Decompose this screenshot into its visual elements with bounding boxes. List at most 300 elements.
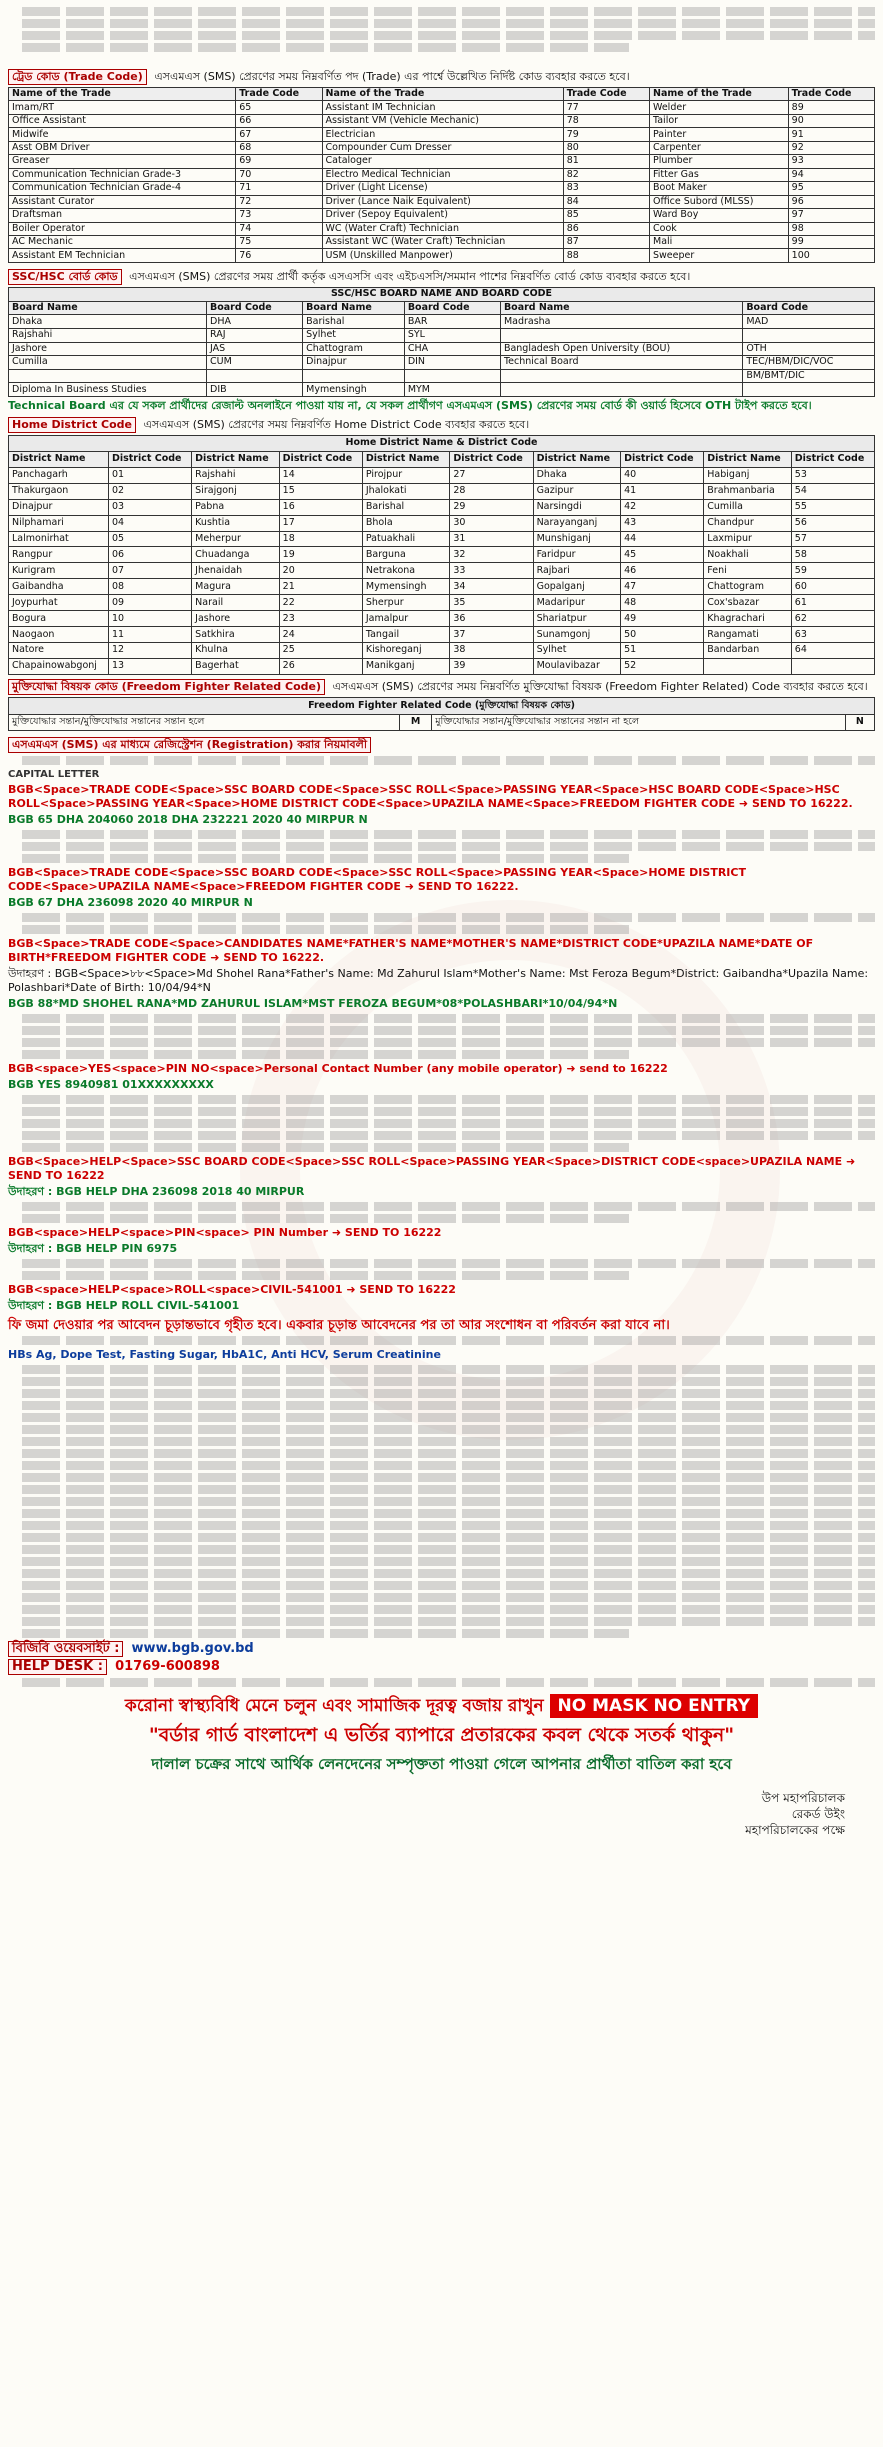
technical-board-note: Technical Board এর যে সকল প্রার্থীদের রেজাল্ট অনলাইনে পাওয়া যায় না, যে সকল প্রার্থীগণ এসএমএস (SMS) প্রেরণের সময় বোর্ড কী ওয়ার্ড হিসেবে OTH টাইপ করতে হবে। — [8, 399, 812, 412]
table-cell: 96 — [788, 195, 874, 208]
table-cell: 95 — [788, 182, 874, 195]
table-cell: 26 — [279, 658, 362, 674]
table-cell: 48 — [621, 595, 704, 611]
table-cell: Electro Medical Technician — [322, 168, 563, 181]
table-cell: 31 — [450, 531, 533, 547]
table-cell: 89 — [788, 101, 874, 114]
table-cell: Naogaon — [9, 627, 109, 643]
table-cell: Kishoreganj — [362, 643, 450, 659]
table-cell: 11 — [108, 627, 191, 643]
table-cell: 88 — [563, 249, 649, 263]
col-header: Name of the Trade — [650, 88, 789, 101]
table-cell: 38 — [450, 643, 533, 659]
table-cell: Dhaka — [533, 467, 621, 483]
ff-label-no: মুক্তিযোদ্ধার সন্তান/মুক্তিযোদ্ধার সন্তানের সন্তান না হলে — [432, 714, 845, 731]
table-cell: 54 — [791, 483, 874, 499]
table-cell: Midwife — [9, 128, 236, 141]
signature-block — [8, 1790, 845, 1838]
table-cell: Welder — [650, 101, 789, 114]
table-cell: Bandarban — [704, 643, 792, 659]
table-cell: Rajbari — [533, 563, 621, 579]
table-cell: 87 — [563, 235, 649, 248]
table-cell: Joypurhat — [9, 595, 109, 611]
table-row — [9, 658, 875, 674]
table-cell: 32 — [450, 547, 533, 563]
sms-format-5: BGB<Space>HELP<Space>SSC BOARD CODE<Space>SSC ROLL<Space>PASSING YEAR<Space>DISTRICT CODE<space>UPAZILA NAME ➜ SEND TO 16222 — [8, 1155, 856, 1182]
sms-format-3-send: SEND TO 16222. — [223, 951, 325, 964]
table-cell: 24 — [279, 627, 362, 643]
warning-banner — [8, 1693, 875, 1778]
table-cell: 82 — [563, 168, 649, 181]
table-cell: Faridpur — [533, 547, 621, 563]
table-cell: Sherpur — [362, 595, 450, 611]
sms-format-6-send: SEND TO 16222 — [344, 1226, 442, 1239]
freedom-fighter-intro: এসএমএস (SMS) প্রেরণের সময় নিম্নবর্ণিত মুক্তিযোদ্ধা বিষয়ক (Freedom Fighter Related) Code ব্যবহার করতে হবে। — [332, 680, 868, 693]
trade-code-section — [8, 69, 875, 85]
table-cell: DIN — [404, 356, 500, 370]
table-cell: 13 — [108, 658, 191, 674]
table-cell: Khagrachari — [704, 611, 792, 627]
sms-rules-section — [8, 737, 875, 753]
table-cell: CHA — [404, 342, 500, 356]
table-cell: Fitter Gas — [650, 168, 789, 181]
table-cell: 71 — [236, 182, 322, 195]
sms-example-4: BGB YES 8940981 01XXXXXXXXX — [8, 1078, 214, 1091]
table-cell: Painter — [650, 128, 789, 141]
table-cell: 44 — [621, 531, 704, 547]
sms-format-4: BGB<space>YES<space>PIN NO<space>Personal Contact Number (any mobile operator) ➜ send to 16222 — [8, 1062, 668, 1075]
col-header: Board Code — [743, 301, 875, 315]
table-cell: OTH — [743, 342, 875, 356]
table-cell: DIB — [207, 383, 303, 397]
col-header: Board Name — [303, 301, 405, 315]
table-cell: 43 — [621, 515, 704, 531]
table-cell: BAR — [404, 315, 500, 329]
table-row — [9, 627, 875, 643]
table-cell: Sylhet — [303, 328, 405, 342]
table-cell: 35 — [450, 595, 533, 611]
table-cell: Rangpur — [9, 547, 109, 563]
broker-warning: দালাল চক্রের সাথে আর্থিক লেনদেনের সম্পৃক্ততা পাওয়া গেলে আপনার প্রার্থীতা বাতিল করা হবে — [151, 1755, 732, 1773]
table-cell: 01 — [108, 467, 191, 483]
table-cell: Kurigram — [9, 563, 109, 579]
table-cell: TEC/HBM/DIC/VOC — [743, 356, 875, 370]
table-cell: Greaser — [9, 155, 236, 168]
table-cell: 49 — [621, 611, 704, 627]
table-row — [9, 182, 875, 195]
table-cell: WC (Water Craft) Technician — [322, 222, 563, 235]
table-cell: 08 — [108, 579, 191, 595]
table-cell: 05 — [108, 531, 191, 547]
table-row — [9, 168, 875, 181]
table-cell: 97 — [788, 209, 874, 222]
sms-format-2-text: BGB<Space>TRADE CODE<Space>SSC BOARD CODE<Space>SSC ROLL<Space>PASSING YEAR<Space>HOME DISTRICT CODE<Space>UPAZILA NAME<Space>FREEDOM FIGHTER CODE — [8, 866, 746, 893]
table-cell: 83 — [563, 182, 649, 195]
table-cell: Laxmipur — [704, 531, 792, 547]
table-cell: Moulavibazar — [533, 658, 621, 674]
col-header: Board Name — [500, 301, 742, 315]
sms-rules-heading: এসএমএস (SMS) এর মাধ্যমে রেজিস্ট্রেশন (Registration) করার নিয়মাবলী — [8, 737, 371, 753]
table-row — [9, 356, 875, 370]
table-cell: 21 — [279, 579, 362, 595]
col-header: Name of the Trade — [322, 88, 563, 101]
table-cell: 53 — [791, 467, 874, 483]
table-cell: Barguna — [362, 547, 450, 563]
sms-format-4-send: send to 16222 — [579, 1062, 668, 1075]
table-cell: Mymensingh — [362, 579, 450, 595]
table-cell: Habiganj — [704, 467, 792, 483]
sms-example-2: BGB 67 DHA 236098 2020 40 MIRPUR N — [8, 896, 253, 909]
table-cell: Cox'sbazar — [704, 595, 792, 611]
table-row — [9, 547, 875, 563]
table-cell: Barishal — [303, 315, 405, 329]
table-cell: Assistant EM Technician — [9, 249, 236, 263]
table-cell: 61 — [791, 595, 874, 611]
table-row — [9, 383, 875, 397]
table-cell: Chandpur — [704, 515, 792, 531]
table-cell: Electrician — [322, 128, 563, 141]
table-cell — [9, 369, 207, 383]
table-cell: Noakhali — [704, 547, 792, 563]
sms-format-7-send: SEND TO 16222 — [359, 1283, 456, 1296]
table-cell: Jashore — [192, 611, 280, 627]
capital-letter-note: CAPITAL LETTER — [8, 769, 100, 780]
col-header: District Code — [108, 451, 191, 467]
table-cell: 66 — [236, 114, 322, 127]
col-header: Board Name — [9, 301, 207, 315]
table-cell: Sirajgonj — [192, 483, 280, 499]
table-cell: 59 — [791, 563, 874, 579]
table-cell: 46 — [621, 563, 704, 579]
table-cell: Ward Boy — [650, 209, 789, 222]
medical-tests-note: HBs Ag, Dope Test, Fasting Sugar, HbA1C, Anti HCV, Serum Creatinine — [8, 1348, 441, 1361]
table-cell: MAD — [743, 315, 875, 329]
covid-text: করোনা স্বাস্থ্যবিধি মেনে চলুন এবং সামাজিক দূরত্ব বজায় রাখুন — [124, 1696, 544, 1716]
district-code-heading: Home District Code — [8, 417, 136, 433]
table-cell: 51 — [621, 643, 704, 659]
table-cell: Narsingdi — [533, 499, 621, 515]
table-cell: Bagerhat — [192, 658, 280, 674]
table-cell: Jashore — [9, 342, 207, 356]
table-cell: USM (Unskilled Manpower) — [322, 249, 563, 263]
table-cell: Imam/RT — [9, 101, 236, 114]
table-cell: 45 — [621, 547, 704, 563]
table-cell — [743, 383, 875, 397]
table-cell: Cook — [650, 222, 789, 235]
table-cell: Gopalganj — [533, 579, 621, 595]
table-cell: Carpenter — [650, 141, 789, 154]
table-cell: 47 — [621, 579, 704, 595]
table-cell: 06 — [108, 547, 191, 563]
trade-code-intro: এসএমএস (SMS) প্রেরণের সময় নিম্নবর্ণিত পদ (Trade) এর পার্শ্বে উল্লেখিত নির্দিষ্ট কোড ব্যবহার করতে হবে। — [154, 70, 630, 83]
table-cell: Meherpur — [192, 531, 280, 547]
table-cell: 74 — [236, 222, 322, 235]
col-header: District Name — [362, 451, 450, 467]
table-cell: Magura — [192, 579, 280, 595]
sms-example-3: BGB 88*MD SHOHEL RANA*MD ZAHURUL ISLAM*MST FEROZA BEGUM*08*POLASHBARI*10/04/94*N — [8, 997, 618, 1010]
table-cell: 65 — [236, 101, 322, 114]
table-cell: 03 — [108, 499, 191, 515]
table-row — [9, 235, 875, 248]
table-row — [9, 369, 875, 383]
sms-format-4-text: BGB<space>YES<space>PIN NO<space>Personal Contact Number (any mobile operator) — [8, 1062, 563, 1075]
col-header: District Code — [279, 451, 362, 467]
table-row — [9, 141, 875, 154]
table-cell: 85 — [563, 209, 649, 222]
table-cell: Cumilla — [704, 499, 792, 515]
table-cell: 81 — [563, 155, 649, 168]
table-cell — [500, 369, 742, 383]
table-cell: 20 — [279, 563, 362, 579]
sms-format-6-text: BGB<space>HELP<space>PIN<space> PIN Number — [8, 1226, 329, 1239]
table-cell: DHA — [207, 315, 303, 329]
table-cell: Office Assistant — [9, 114, 236, 127]
table-cell: Dinajpur — [303, 356, 405, 370]
table-cell: Driver (Lance Naik Equivalent) — [322, 195, 563, 208]
table-cell: JAS — [207, 342, 303, 356]
signature-line: মহাপরিচালকের পক্ষে — [745, 1823, 845, 1837]
table-row — [9, 249, 875, 263]
table-cell: 57 — [791, 531, 874, 547]
table-cell: Natore — [9, 643, 109, 659]
table-cell — [791, 658, 874, 674]
no-mask-badge: NO MASK NO ENTRY — [550, 1694, 759, 1718]
table-row — [9, 155, 875, 168]
table-cell: 02 — [108, 483, 191, 499]
table-cell: 73 — [236, 209, 322, 222]
table-row — [9, 128, 875, 141]
table-row — [9, 222, 875, 235]
trade-code-rows — [9, 101, 875, 263]
table-cell: 30 — [450, 515, 533, 531]
table-cell: Draftsman — [9, 209, 236, 222]
table-cell: Chattogram — [704, 579, 792, 595]
signature-line: রেকর্ড উইং — [791, 1807, 845, 1821]
ff-code-m: M — [399, 714, 431, 731]
table-row — [9, 315, 875, 329]
table-cell: Cumilla — [9, 356, 207, 370]
table-cell: Patuakhali — [362, 531, 450, 547]
table-cell: Munshiganj — [533, 531, 621, 547]
signature-line: উপ মহাপরিচালক — [761, 1791, 845, 1805]
table-cell: 86 — [563, 222, 649, 235]
table-cell: Rajshahi — [9, 328, 207, 342]
table-cell: Jhenaidah — [192, 563, 280, 579]
table-row — [9, 579, 875, 595]
table-cell: Barishal — [362, 499, 450, 515]
board-code-title: SSC/HSC BOARD NAME AND BOARD CODE — [9, 288, 875, 302]
table-cell: Feni — [704, 563, 792, 579]
table-row — [9, 563, 875, 579]
table-cell: Jhalokati — [362, 483, 450, 499]
table-cell: 99 — [788, 235, 874, 248]
table-cell: 29 — [450, 499, 533, 515]
table-row — [9, 467, 875, 483]
preamble-block — [8, 7, 875, 67]
district-code-intro: এসএমএস (SMS) প্রেরণের সময় নিম্নবর্ণিত Home District Code ব্যবহার করতে হবে। — [143, 418, 530, 431]
sms-format-2: BGB<Space>TRADE CODE<Space>SSC BOARD CODE<Space>SSC ROLL<Space>PASSING YEAR<Space>HOME DISTRICT CODE<Space>UPAZILA NAME<Space>FREEDOM FIGHTER CODE ➜ SEND TO 16222. — [8, 866, 746, 893]
table-cell — [704, 658, 792, 674]
col-header: District Name — [9, 451, 109, 467]
table-row — [9, 209, 875, 222]
table-cell — [743, 328, 875, 342]
table-row — [9, 483, 875, 499]
table-cell: 04 — [108, 515, 191, 531]
sms-format-6: BGB<space>HELP<space>PIN<space> PIN Number ➜ SEND TO 16222 — [8, 1226, 442, 1239]
freedom-fighter-section — [8, 679, 875, 695]
district-code-section — [8, 417, 875, 433]
table-cell: 75 — [236, 235, 322, 248]
col-header: Trade Code — [788, 88, 874, 101]
table-cell: Sunamgonj — [533, 627, 621, 643]
final-application-note: ফি জমা দেওয়ার পর আবেদন চূড়ান্তভাবে গৃহীত হবে। একবার চূড়ান্ত আবেদনের পর তা আর সংশোধন বা পরিবর্তন করা যাবে না। — [8, 1318, 670, 1333]
table-cell: 93 — [788, 155, 874, 168]
notice-page — [8, 4, 875, 1838]
table-row — [9, 101, 875, 114]
table-cell: Brahmanbaria — [704, 483, 792, 499]
table-cell: 64 — [791, 643, 874, 659]
table-cell: 22 — [279, 595, 362, 611]
table-cell: 10 — [108, 611, 191, 627]
freedom-fighter-row — [9, 714, 875, 731]
table-cell: 14 — [279, 467, 362, 483]
table-cell — [404, 369, 500, 383]
table-cell: 67 — [236, 128, 322, 141]
sms-format-1-send: SEND TO 16222. — [751, 797, 853, 810]
table-row — [9, 531, 875, 547]
table-cell: 76 — [236, 249, 322, 263]
sms-example-3-label: উদাহরণ : BGB<Space>৮৮<Space>Md Shohel Rana*Father's Name: Md Zahurul Islam*Mother's Name: Mst Feroza Begum*District: Gaibandha*Upazila Name: Polashbari*Date of Birth: 10/04/94*N — [8, 967, 869, 994]
table-cell: 36 — [450, 611, 533, 627]
col-header: Board Code — [404, 301, 500, 315]
table-row — [9, 114, 875, 127]
trade-code-table — [8, 87, 875, 263]
table-row — [9, 499, 875, 515]
table-cell: 62 — [791, 611, 874, 627]
district-code-rows — [9, 467, 875, 674]
website-label: বিজিবি ওয়েবসাইট : — [8, 1641, 123, 1657]
table-cell: SYL — [404, 328, 500, 342]
table-cell: 09 — [108, 595, 191, 611]
table-cell: Technical Board — [500, 356, 742, 370]
table-cell: MYM — [404, 383, 500, 397]
table-cell: Chattogram — [303, 342, 405, 356]
ff-code-n: N — [845, 714, 874, 731]
table-cell: 19 — [279, 547, 362, 563]
table-cell: Dinajpur — [9, 499, 109, 515]
table-cell: 23 — [279, 611, 362, 627]
table-cell: 50 — [621, 627, 704, 643]
col-header: District Code — [450, 451, 533, 467]
table-cell: 94 — [788, 168, 874, 181]
board-code-heading: SSC/HSC বোর্ড কোড — [8, 269, 122, 285]
table-row — [9, 515, 875, 531]
table-cell: Gazipur — [533, 483, 621, 499]
table-cell: Asst OBM Driver — [9, 141, 236, 154]
table-cell: 40 — [621, 467, 704, 483]
table-cell: Communication Technician Grade-4 — [9, 182, 236, 195]
district-code-header-row — [9, 451, 875, 467]
table-cell — [303, 369, 405, 383]
covid-line — [8, 1693, 875, 1721]
table-cell: Gaibandha — [9, 579, 109, 595]
table-cell: 41 — [621, 483, 704, 499]
sms-format-5-send: SEND TO 16222 — [8, 1169, 105, 1182]
table-cell: 68 — [236, 141, 322, 154]
table-row — [9, 611, 875, 627]
table-row — [9, 328, 875, 342]
table-cell: 60 — [791, 579, 874, 595]
table-cell: 100 — [788, 249, 874, 263]
table-row — [9, 595, 875, 611]
district-code-title: Home District Name & District Code — [9, 436, 875, 452]
table-cell: Thakurgaon — [9, 483, 109, 499]
sms-format-7-text: BGB<space>HELP<space>ROLL<space>CIVIL-541001 — [8, 1283, 343, 1296]
table-cell: Assistant IM Technician — [322, 101, 563, 114]
freedom-fighter-title: Freedom Fighter Related Code (মুক্তিযোদ্ধা বিষয়ক কোড) — [9, 698, 875, 715]
table-row — [9, 643, 875, 659]
table-cell: 39 — [450, 658, 533, 674]
helpdesk-line — [8, 1659, 875, 1675]
table-cell: Khulna — [192, 643, 280, 659]
table-row — [9, 195, 875, 208]
table-cell: Bogura — [9, 611, 109, 627]
table-cell: 56 — [791, 515, 874, 531]
table-cell: 15 — [279, 483, 362, 499]
table-cell: Madaripur — [533, 595, 621, 611]
table-cell: Kushtia — [192, 515, 280, 531]
table-cell: 18 — [279, 531, 362, 547]
table-cell: 70 — [236, 168, 322, 181]
table-cell: 69 — [236, 155, 322, 168]
website-line — [8, 1641, 875, 1657]
table-cell: Tailor — [650, 114, 789, 127]
table-cell: Rajshahi — [192, 467, 280, 483]
sms-format-3-text: BGB<Space>TRADE CODE<Space>CANDIDATES NAME*FATHER'S NAME*MOTHER'S NAME*DISTRICT CODE*UPAZILA NAME*DATE OF BIRTH*FREEDOM FIGHTER CODE — [8, 937, 814, 964]
table-cell: 92 — [788, 141, 874, 154]
table-cell: 25 — [279, 643, 362, 659]
website-link[interactable]: www.bgb.gov.bd — [131, 1641, 254, 1656]
table-cell: Diploma In Business Studies — [9, 383, 207, 397]
table-cell: 80 — [563, 141, 649, 154]
table-cell: Dhaka — [9, 315, 207, 329]
sms-example-7: উদাহরণ : BGB HELP ROLL CIVIL-541001 — [8, 1299, 240, 1312]
table-cell: Assistant WC (Water Craft) Technician — [322, 235, 563, 248]
trade-code-heading: ট্রেড কোড (Trade Code) — [8, 69, 147, 85]
table-cell: Bhola — [362, 515, 450, 531]
ff-label-yes: মুক্তিযোদ্ধার সন্তান/মুক্তিযোদ্ধার সন্তানের সন্তান হলে — [9, 714, 400, 731]
table-cell: RAJ — [207, 328, 303, 342]
table-cell: 72 — [236, 195, 322, 208]
col-header: Trade Code — [563, 88, 649, 101]
sms-format-1: BGB<Space>TRADE CODE<Space>SSC BOARD CODE<Space>SSC ROLL<Space>PASSING YEAR<Space>HSC BOARD CODE<Space>HSC ROLL<Space>PASSING YEAR<Space>HOME DISTRICT CODE<Space>UPAZILA NAME<Space>FREEDOM FIGHTER CODE ➜ SEND TO 16222. — [8, 783, 853, 810]
fraud-warning: "বর্ডার গার্ড বাংলাদেশ এ ভর্তির ব্যাপারে প্রতারকের কবল থেকে সতর্ক থাকুন" — [148, 1724, 735, 1746]
table-cell: Narayanganj — [533, 515, 621, 531]
table-cell: 98 — [788, 222, 874, 235]
board-code-section — [8, 269, 875, 285]
table-cell: Boot Maker — [650, 182, 789, 195]
table-cell: 79 — [563, 128, 649, 141]
table-cell: 37 — [450, 627, 533, 643]
helpdesk-number: 01769-600898 — [115, 1659, 220, 1674]
board-code-rows — [9, 315, 875, 397]
table-cell: Office Subord (MLSS) — [650, 195, 789, 208]
table-cell: BM/BMT/DIC — [743, 369, 875, 383]
table-cell: 63 — [791, 627, 874, 643]
table-cell: 42 — [621, 499, 704, 515]
table-cell: AC Mechanic — [9, 235, 236, 248]
table-cell: Boiler Operator — [9, 222, 236, 235]
